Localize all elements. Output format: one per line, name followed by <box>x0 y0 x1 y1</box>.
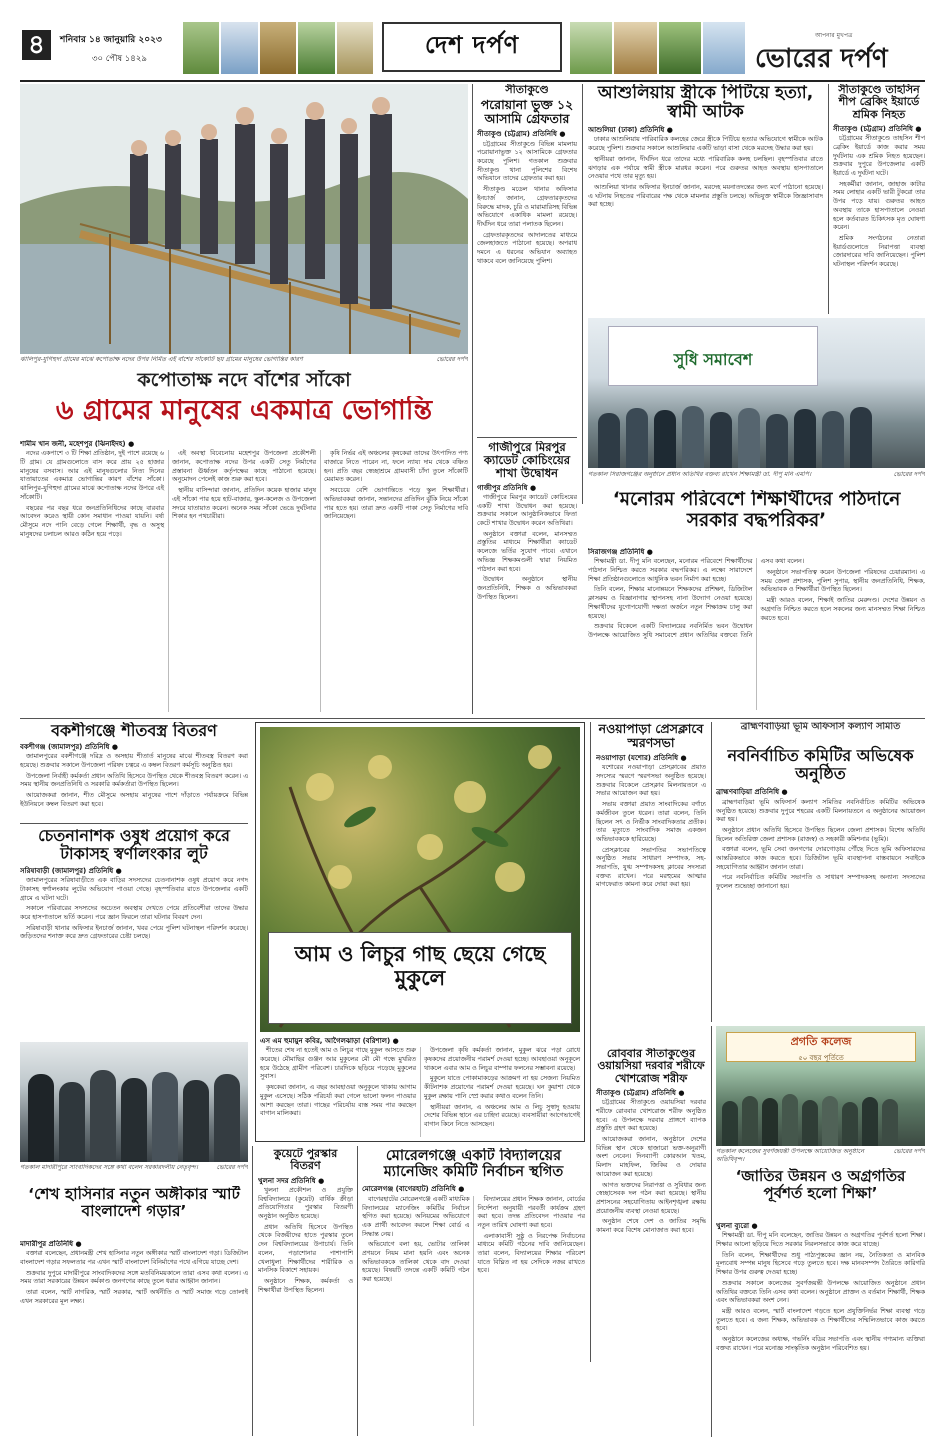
gazipur-paragraph: গাজীপুরে মিরপুর ক্যাডেট কোচিংয়ের একটি শাখা উদ্বোধন করা হয়েছে। শুক্রবার সকালে আনুষ্ঠানিকভাবে ফিতা কেটে শাখার উদ্বোধন করেন অতিথিরা। <box>477 494 577 528</box>
lead-photo-caption: ঝালিপুর-যুগিহুদা গ্রামের মাঝে কপোতাক্ষ নদের উপর নির্মিত এই বাঁশের সাঁকোটি ছয় গ্রামের মানুষের ভোগান্তির কারণ <box>20 356 303 363</box>
urs-story <box>596 1048 706 1437</box>
noapara-story <box>596 722 706 1042</box>
robbery-text <box>20 877 248 942</box>
lead-byline: শামীম খান জনী, মহেশপুর (ঝিনাইদহ) ● <box>20 440 135 448</box>
lead-photo-credit: ভোরের দর্পণ <box>436 356 468 363</box>
gazipur-story <box>477 441 577 716</box>
morelganj-text <box>362 1196 585 1426</box>
kuet-headline: কুয়েটে পুরস্কার বিতরণ <box>273 1148 338 1173</box>
arrest-headline: পরোয়ানা ভুক্ত ১২ আসামি গ্রেফতার <box>480 97 574 127</box>
ship-breaking-story <box>833 84 925 314</box>
arrest-paragraph: চট্টগ্রামের সীতাকুণ্ডে বিভিন্ন মামলায় পরোয়ানাভুক্ত ১২ আসামিকে গ্রেফতার করেছে পুলিশ। গতকাল শুক্রবার সীতাকুণ্ড থানা পুলিশের বিশেষ অভিযানে তাদের গ্রেফতার করা হয়। <box>477 140 577 183</box>
gazipur-byline: গাজীপুর প্রতিনিধি ● <box>477 483 537 492</box>
urs-text <box>596 1099 706 1235</box>
column-divider <box>252 1146 253 1436</box>
brahmanbaria-text <box>716 799 925 892</box>
ashulia-paragraph: স্থানীয়রা জানান, দীর্ঘদিন ধরে তাদের মধ্যে পারিবারিক কলহ চলছিল। বৃহস্পতিবার রাতে ঝগড়ার এক পর্যায়ে স্বামী স্ত্রীকে মারধর করেন। পরে গুরুতর আহত অবস্থায় হাসপাতালে নেওয়ার পথে তার মৃত্যু হয়। <box>588 155 823 181</box>
mango-story-box <box>255 722 585 1142</box>
college-text <box>716 1232 925 1353</box>
education-text <box>588 558 925 710</box>
header-photo-strip <box>183 22 373 74</box>
bamboo-bridge-illustration <box>20 84 468 354</box>
lead-kicker: কপোতাক্ষ নদে বাঁশের সাঁকো <box>137 370 351 391</box>
kuet-story <box>258 1148 353 1437</box>
bakshiganj-paragraph: উপজেলা নির্বাহী কর্মকর্তা প্রধান অতিথি হিসেবে উপস্থিত থেকে শীতবস্ত্র বিতরণ করেন। এ সময় স্থানীয় জনপ্রতিনিধি ও সরকারি কর্মকর্তারা উপস্থিত ছিলেন। <box>20 772 248 789</box>
lead-headline: ৬ গ্রামের মানুষের একমাত্র ভোগান্তি <box>55 396 433 426</box>
morelganj-headline: মোরেলগঞ্জে একটি বিদ্যালয়ের ম্যানেজিং কমিটি নির্বাচন স্থগিত <box>383 1148 564 1181</box>
college-paragraph: শুক্রবার সকালে কলেজের সুবর্ণজয়ন্তী উপলক্ষে আয়োজিত অনুষ্ঠানে প্রধান অতিথির বক্তব্যে তিনি এসব কথা বলেন। অনুষ্ঠানে প্রাক্তন ও বর্তমান শিক্ষার্থী, শিক্ষক এবং অভিভাবকরা অংশ নেন। <box>716 1279 925 1305</box>
smart-paragraph: তারা বলেন, স্মার্ট নাগরিক, স্মার্ট সরকার, স্মার্ট অর্থনীতি ও স্মার্ট সমাজ গড়ে তোলাই এখন সরকারের মূল লক্ষ্য। <box>20 1289 248 1305</box>
ashulia-story <box>588 84 823 314</box>
morelganj-paragraph: এলাকাবাসী সুষ্ঠু ও নিরপেক্ষ নির্বাচনের মাধ্যমে কমিটি গঠনের দাবি জানিয়েছেন। তারা বলেন, বিদ্যালয়ের শিক্ষার পরিবেশ যাতে বিঘ্নিত না হয় সেদিকে নজর রাখতে হবে। <box>477 1232 585 1275</box>
bakshiganj-byline: বকশীগঞ্জ (জামালপুর) প্রতিনিধি ● <box>20 742 118 751</box>
paper-tagline: আপনার মুখপত্র <box>815 32 853 39</box>
smart-headline: ‘শেখ হাসিনার নতুন অঙ্গীকার স্মার্ট বাংলাদেশ গড়ার’ <box>28 1186 240 1221</box>
bakshiganj-story <box>20 722 248 820</box>
gazipur-text <box>477 494 577 602</box>
kuet-paragraph: অনুষ্ঠানে শিক্ষক, কর্মকর্তা ও শিক্ষার্থীরা উপস্থিত ছিলেন। <box>258 1277 353 1294</box>
arrest-kicker: সীতাকুণ্ডে <box>505 84 549 96</box>
education-headline: ‘মনোরম পরিবেশে শিক্ষার্থীদের পাঠদানে সরকার বদ্ধপরিকর’ <box>612 490 901 531</box>
press-photo <box>20 1042 248 1162</box>
section-title: দেশ দর্পণ <box>424 31 520 59</box>
arrest-byline: সীতাকুণ্ড (চট্টগ্রাম) প্রতিনিধি ● <box>477 130 566 139</box>
press-photo-caption: গতকাল মাদারীপুরে সাংবাদিকদের সঙ্গে কথা বলেন সরকারদলীয় নেতৃবৃন্দ। <box>20 1164 198 1171</box>
mango-paragraph: স্থানীয়রা জানান, এ অঞ্চলের আম ও লিচু সুস্বাদু হওয়ায় দেশের বিভিন্ন স্থানে এর চাহিদা রয়েছে। ব্যবসায়ীরা আগেভাগেই বাগান কিনে নিতে আসছেন। <box>424 1103 580 1128</box>
education-body <box>588 548 925 713</box>
ship-paragraph: শ্রমিক সংগঠনের নেতারা ইয়ার্ডগুলোতে নিরাপত্তা ব্যবস্থা জোরদারের দাবি জানিয়েছেন। পুলিশ ঘটনাস্থল পরিদর্শন করেছে। <box>833 234 925 268</box>
lead-paragraph: নদের একপাশে ৩ টি শিক্ষা প্রতিষ্ঠান, দুই পাশে রয়েছে ৬ টি গ্রাম। যে গ্রামগুলোতে বাস করে প্রায় ২৫ হাজার মানুষের বসবাস। আর এই মানুষগুলোর নিত্য দিনের যাতায়াতের একমাত্র ভোগান্তির কারণ বাঁশের সাঁকো। ঝালিপুর-যুগিহুদা গ্রামের মাঝে কপোতাক্ষ নদের উপরে এই সাঁকোটি। <box>20 450 164 501</box>
college-paragraph: শিক্ষামন্ত্রী ডা. দীপু মনি বলেছেন, জাতির উন্নয়ন ও অগ্রগতির পূর্বশর্ত হলো শিক্ষা। শিক্ষার আলো ছড়িয়ে দিতে সরকার নিরলসভাবে কাজ করে যাচ্ছে। <box>716 1232 925 1249</box>
lead-paragraph: এই অবস্থা বিবেচনায় মহেশপুর উপজেলা প্রকৌশলী জানান, কপোতাক্ষ নদের উপর একটি সেতু নির্মাণের প্রস্তাবনা ঊর্ধ্বতন কর্তৃপক্ষের কাছে পাঠানো হয়েছে। অনুমোদন পেলেই কাজ শুরু করা হবে। <box>172 450 316 484</box>
morelganj-paragraph: বিদ্যালয়ের প্রধান শিক্ষক জানান, বোর্ডের নির্দেশনা অনুযায়ী পরবর্তী কার্যক্রম গ্রহণ করা হবে। তদন্ত প্রতিবেদন পাওয়ার পর নতুন তারিখ ঘোষণা করা হবে। <box>477 1195 585 1229</box>
smart-paragraph: বক্তারা বলেছেন, প্রধানমন্ত্রী শেখ হাসিনার নতুন অঙ্গীকার স্মার্ট বাংলাদেশ গড়া। ডিজিটাল বাংলাদেশ গড়ার সফলতার পর এখন স্মার্ট বাংলাদেশ বিনির্মাণের পথে এগিয়ে যাচ্ছে দেশ। <box>20 1250 248 1267</box>
college-photo <box>716 1026 925 1146</box>
mango-paragraph: কৃষকেরা জানান, এ বছর আবহাওয়া অনুকূলে থাকায় আগাম মুকুল এসেছে। সঠিক পরিচর্যা করা গেলে ভালো ফলন পাওয়ার আশা করছেন তারা। গাছের পরিচর্যায় ব্যস্ত সময় পার করছেন বাগান মালিকরা। <box>260 1084 416 1118</box>
bangla-date: ৩০ পৌষ ১৪২৯ <box>92 54 147 64</box>
college-byline: খুলনা ব্যুরো ● <box>716 1222 758 1230</box>
arrest-paragraph: গ্রেফতারকৃতদের আদালতের মাধ্যমে জেলহাজতে পাঠানো হয়েছে। অপরাধ দমনে এ ধরনের অভিযান অব্যাহত থাকবে বলে জানিয়েছে পুলিশ। <box>477 231 577 265</box>
lead-text <box>20 450 468 712</box>
ship-headline: সীতাকুণ্ডে তাহসিন শীপ ব্রেকিং ইয়ার্ডে শ্রমিক নিহত <box>838 84 920 121</box>
college-banner-title: প্রগতি কলেজ <box>790 1035 852 1048</box>
mango-headline: আম ও লিচুর গাছ ছেয়ে গেছে মুকুলে <box>268 932 572 1024</box>
college-headline: ‘জাতির উন্নয়ন ও অগ্রগতির পূর্বশর্ত হলো শিক্ষা’ <box>735 1168 906 1202</box>
lead-photo <box>20 84 468 354</box>
bakshiganj-paragraph: জামালপুরের বকশীগঞ্জে দরিদ্র ও অসহায় শীতার্ত মানুষের মাঝে শীতবস্ত্র বিতরণ করা হয়েছে। শুক্রবার সকালে উপজেলা পরিষদ চত্বরে এ কম্বল বিতরণ কর্মসূচি অনুষ্ঠিত হয়। <box>20 753 248 769</box>
bakshiganj-headline: বকশীগঞ্জে শীতবস্ত্র বিতরণ <box>51 722 217 740</box>
gazipur-paragraph: অনুষ্ঠানে বক্তারা বলেন, মানসম্মত প্রস্তুতির মাধ্যমে শিক্ষার্থীরা ক্যাডেট কলেজে ভর্তির সুযোগ পাবে। এখানে অভিজ্ঞ শিক্ষকমণ্ডলী দ্বারা নিয়মিত পাঠদান করা হবে। <box>477 530 577 573</box>
education-byline: সিরাজগঞ্জ প্রতিনিধি ● <box>588 548 653 556</box>
brahmanbaria-byline: ব্রাহ্মণবাড়িয়া প্রতিনিধি ● <box>716 788 788 797</box>
ship-byline: সীতাকুণ্ড (চট্টগ্রাম) প্রতিনিধি ● <box>833 124 922 133</box>
urs-paragraph: চট্টগ্রামের সীতাকুণ্ডে ওয়ায়সিয়া দরবার শরীফে রোববার খোশরোজ শরীফ অনুষ্ঠিত হবে। এ উপলক্ষে দরবার প্রাঙ্গণে ব্যাপক প্রস্তুতি গ্রহণ করা হয়েছে। <box>596 1099 706 1133</box>
lead-paragraph: বছরের পর বছর ধরে জনপ্রতিনিধিদের কাছে বারবার আবেদন করেও স্থায়ী কোন সমাধান পাওয়া যায়নি। বর্ষা মৌসুমে নদে পানি বেড়ে গেলে শিক্ষার্থী, বৃদ্ধ ও অসুস্থ মানুষদের চলাচল আরও কঠিন হয়ে পড়ে। <box>20 504 164 538</box>
brahmanbaria-paragraph: পরে নবনির্বাচিত কমিটির সভাপতি ও সাধারণ সম্পাদকসহ অন্যান্য সদস্যদের ফুলেল শুভেচ্ছা জানানো হয়। <box>716 874 925 891</box>
gazipur-paragraph: উদ্বোধন অনুষ্ঠানে স্থানীয় জনপ্রতিনিধি, শিক্ষক ও অভিভাবকরা উপস্থিত ছিলেন। <box>477 576 577 601</box>
morelganj-paragraph: বাগেরহাটের মোরেলগঞ্জে একটি মাধ্যমিক বিদ্যালয়ের ম্যানেজিং কমিটির নির্বাচন স্থগিত করা হয়েছে। অনিয়মের অভিযোগে এক প্রার্থী আবেদন করলে শিক্ষা বোর্ড এ সিদ্ধান্ত নেয়। <box>362 1195 470 1238</box>
brahmanbaria-headline: নবনির্বাচিত কমিটির অভিষেক অনুষ্ঠিত <box>727 745 914 783</box>
college-banner <box>726 1032 916 1062</box>
sitakunda-arrest-story <box>477 84 577 434</box>
kuet-paragraph: খুলনা প্রকৌশল ও প্রযুক্তি বিশ্ববিদ্যালয়ে (কুয়েট) বার্ষিক ক্রীড়া প্রতিযোগিতার পুরস্কার বিতরণী অনুষ্ঠান অনুষ্ঠিত হয়েছে। <box>258 1187 353 1221</box>
noapara-paragraph: যশোরের নওয়াপাড়া প্রেসক্লাবের প্রয়াত সদস্যের স্মরণে স্মরণসভা অনুষ্ঠিত হয়েছে। শুক্রবার বিকেলে প্রেসক্লাব মিলনায়তনে এ সভার আয়োজন করা হয়। <box>596 764 706 798</box>
kuet-text <box>258 1187 353 1295</box>
arrest-paragraph: সীতাকুণ্ড মডেল থানার অফিসার ইনচার্জ জানান, গ্রেফতারকৃতদের বিরুদ্ধে মাদক, চুরি ও মারামারিসহ বিভিন্ন অভিযোগে একাধিক মামলা রয়েছে। দীর্ঘদিন ধরে তারা পলাতক ছিলেন। <box>477 186 577 228</box>
smart-byline: মাদারীপুর প্রতিনিধি ● <box>20 1240 82 1248</box>
brahmanbaria-story <box>716 722 925 1022</box>
robbery-byline: সরিষাবাড়ী (জামালপুর) প্রতিনিধি ● <box>20 866 122 875</box>
seminar-photo-credit: ভোরের দর্পণ <box>893 471 925 478</box>
header-divider <box>20 80 925 82</box>
story-divider <box>20 823 248 824</box>
college-paragraph: মন্ত্রী আরও বলেন, স্মার্ট বাংলাদেশ গড়তে হলে প্রযুক্তিনির্ভর শিক্ষা ব্যবস্থা গড়ে তুলতে হবে। এ জন্য শিক্ষক, অভিভাবক ও শিক্ষার্থীদের সম্মিলিতভাবে কাজ করতে হবে। <box>716 1307 925 1333</box>
ship-paragraph: সহকর্মীরা জানান, জাহাজ কাটার সময় লোহার একটি ভারী টুকরো তার উপর পড়ে যায়। গুরুতর আহত অবস্থায় তাকে হাসপাতালে নেওয়া হলে কর্তব্যরত চিকিৎসক মৃত ঘোষণা করেন। <box>833 180 925 232</box>
mango-photo <box>260 727 580 1032</box>
page-number: ৪ <box>22 30 51 60</box>
section-title-box <box>382 22 562 72</box>
column-divider <box>472 84 473 714</box>
robbery-headline: চেতনানাশক ওষুধ প্রয়োগ করে টাকাসহ স্বর্ণালংকার লুট <box>38 827 230 863</box>
brahmanbaria-paragraph: অনুষ্ঠানে প্রধান অতিথি হিসেবে উপস্থিত ছিলেন জেলা প্রশাসক। বিশেষ অতিথি ছিলেন অতিরিক্ত জেলা প্রশাসক (রাজস্ব) ও সহকারী কমিশনার (ভূমি)। <box>716 826 925 843</box>
column-divider <box>357 1146 358 1436</box>
morelganj-paragraph: অভিযোগে বলা হয়, ভোটার তালিকা প্রণয়নে নিয়ম মানা হয়নি এবং অনেক অভিভাবককে তালিকা থেকে বাদ দেওয়া হয়েছে। বিষয়টি তদন্তে একটি কমিটি গঠন করা হয়েছে। <box>362 1241 470 1284</box>
college-photo-caption: গতকাল কলেজের সুবর্ণজয়ন্তী উপলক্ষে আয়োজিত অনুষ্ঠানে অতিথিবৃন্দ। <box>716 1148 864 1164</box>
noapara-headline: নওয়াপাড়া প্রেসক্লাবে স্মরণসভা <box>598 722 704 750</box>
urs-paragraph: আগত ভক্তদের নিরাপত্তা ও সুবিধার জন্য স্বেচ্ছাসেবক দল গঠন করা হয়েছে। স্থানীয় প্রশাসনের সহযোগিতায় আইনশৃঙ্খলা রক্ষায় প্রয়োজনীয় ব্যবস্থা নেওয়া হয়েছে। <box>596 1181 706 1215</box>
ashulia-paragraph: আশুলিয়া থানার অফিসার ইনচার্জ জানান, মরদেহ ময়নাতদন্তের জন্য মর্গে পাঠানো হয়েছে। এ ঘটনায় নিহতের পরিবারের পক্ষ থেকে মামলার প্রস্তুতি চলছে। অভিযুক্ত স্বামীকে জিজ্ঞাসাবাদ করা হচ্ছে। <box>588 183 823 209</box>
urs-paragraph: অনুষ্ঠান শেষে দেশ ও জাতির সমৃদ্ধি কামনা করে বিশেষ মোনাজাত করা হবে। <box>596 1218 706 1234</box>
paper-logo: ভোরের দর্পণ <box>755 44 888 74</box>
mango-paragraph: মুকুলে যাতে পোকামাকড়ের আক্রমণ না হয় সেজন্য নিয়মিত কীটনাশক প্রয়োগের পরামর্শ দেওয়া হয়েছে। ঘন কুয়াশা থেকে মুকুল রক্ষায় পানি স্প্রে করার কথাও বলেন তিনি। <box>424 1075 580 1100</box>
urs-byline: সীতাকুণ্ড (চট্টগ্রাম) প্রতিনিধি ● <box>596 1088 685 1097</box>
seminar-photo-caption: গতকাল সিরাজগঞ্জের অনুষ্ঠানে প্রধান অতিথির বক্তব্য রাখেন শিক্ষামন্ত্রী ডা. দীপু মনি এমপি। <box>588 471 812 478</box>
lead-paragraph: সবচেয়ে বেশি ভোগান্তিতে পড়ে স্কুল শিক্ষার্থীরা। অভিভাবকরা জানান, সন্তানদের প্রতিদিন ঝুঁকি নিয়ে সাঁকো পার হতে হয়। তারা দ্রুত একটি পাকা সেতু নির্মাণের দাবি জানিয়েছেন। <box>324 487 468 521</box>
column-divider <box>711 722 712 1022</box>
seminar-photo <box>588 318 925 468</box>
issue-date: শনিবার ১৪ জানুয়ারি ২০২৩ <box>60 35 162 45</box>
education-paragraph: শিক্ষামন্ত্রী ডা. দীপু মনি বলেছেন, মনোরম পরিবেশে শিক্ষার্থীদের পাঠদান নিশ্চিত করতে সরকার বদ্ধপরিকর। এ লক্ষ্যে সারাদেশে শিক্ষা প্রতিষ্ঠানগুলোতে আধুনিক ভবন নির্মাণ করা হচ্ছে। <box>588 558 753 583</box>
college-photo-credit: ভোরের দর্পণ <box>893 1148 925 1155</box>
column-divider <box>828 84 829 314</box>
education-paragraph: তিনি বলেন, শিক্ষার মানোন্নয়নে শিক্ষকদের প্রশিক্ষণ, ডিজিটাল ক্লাসরুম ও বিজ্ঞানাগার স্থাপনসহ নানা উদ্যোগ নেওয়া হয়েছে। শিক্ষার্থীদের যুগোপযোগী দক্ষতা অর্জনে নতুন শিক্ষাক্রম চালু করা হয়েছে। <box>588 586 753 620</box>
lead-paragraph: স্থানীয় বাসিন্দারা জানান, প্রতিদিন কয়েক হাজার মানুষ এই সাঁকো পার হয়ে হাট-বাজার, স্কুল-কলেজ ও উপজেলা সদরে যাতায়াত করেন। অনেক সময় সাঁকো ভেঙে দুর্ঘটনার শিকার হন পথচারীরা। <box>172 487 316 521</box>
seminar-banner-text: সুধি সমাবেশ <box>673 350 753 369</box>
story-divider <box>477 437 577 438</box>
mango-text <box>260 1047 580 1137</box>
smart-body <box>20 1240 248 1437</box>
seminar-banner <box>608 326 818 386</box>
education-paragraph: শুক্রবার বিকেলে একটি বিদ্যালয়ের নবনির্মিত ভবন উদ্বোধন উপলক্ষে আয়োজিত সুধি সমাবেশে প্রধান অতিথির বক্তব্যে তিনি এসব কথা বলেন। <box>588 558 805 639</box>
robbery-paragraph: সরিষাবাড়ী থানার অফিসার ইনচার্জ জানান, খবর পেয়ে পুলিশ ঘটনাস্থল পরিদর্শন করেছে। জড়িতদের শনাক্ত করে দ্রুত গ্রেফতারের চেষ্টা চলছে। <box>20 924 248 941</box>
robbery-paragraph: জামালপুরের সরিষাবাড়ীতে এক বাড়ির সদস্যদের চেতনানাশক ওষুধ প্রয়োগ করে নগদ টাকাসহ স্বর্ণালংকার লুটের অভিযোগ পাওয়া গেছে। বৃহস্পতিবার রাতে উপজেলার একটি গ্রামে এ ঘটনা ঘটে। <box>20 877 248 902</box>
noapara-paragraph: প্রেসক্লাবের সভাপতির সভাপতিত্বে অনুষ্ঠিত সভায় সাধারণ সম্পাদক, সহ-সভাপতি, যুগ্ম সম্পাদকসহ ক্লাবের সদস্যরা বক্তব্য রাখেন। পরে মরহুমের আত্মার মাগফেরাত কামনা করে দোয়া করা হয়। <box>596 846 706 889</box>
column-divider <box>590 722 591 1362</box>
college-banner-sub: ৫০ বছর পূর্তিতে <box>798 1054 844 1062</box>
urs-paragraph: আয়োজকরা জানান, অনুষ্ঠানে দেশের বিভিন্ন স্থান থেকে হাজারো ভক্ত-অনুরাগী অংশ নেবেন। দিনব্যাপী কোরআন খতম, মিলাদ মাহফিল, জিকির ও দোয়ার আয়োজন করা হয়েছে। <box>596 1136 706 1178</box>
education-paragraph: অনুষ্ঠানে সভাপতিত্ব করেন উপজেলা পরিষদের চেয়ারম্যান। এ সময় জেলা প্রশাসক, পুলিশ সুপার, স্থানীয় জনপ্রতিনিধি, শিক্ষক, অভিভাবক ও শিক্ষার্থীরা উপস্থিত ছিলেন। <box>760 569 925 594</box>
ship-text <box>833 135 925 269</box>
bakshiganj-text <box>20 753 248 809</box>
morelganj-byline: মোরেলগঞ্জ (বাগেরহাট) প্রতিনিধি ● <box>362 1185 465 1194</box>
robbery-paragraph: সকালে পরিবারের সদস্যদের অচেতন অবস্থায় দেখতে পেয়ে প্রতিবেশীরা তাদের উদ্ধার করে হাসপাতালে ভর্তি করেন। পরে জ্ঞান ফিরলে তারা ঘটনার বিবরণ দেন। <box>20 905 248 921</box>
ashulia-headline: আশুলিয়ায় স্ত্রীকে পিটিয়ে হত্যা, স্বামী আটক <box>597 84 814 123</box>
brahmanbaria-kicker: ব্রাহ্মণবাড়িয়া ভূমি অফিসার্স কল্যাণ সমিতি <box>740 722 901 732</box>
robbery-story <box>20 827 248 1037</box>
mango-paragraph: শীতের শেষ না হতেই আম ও লিচুর গাছে মুকুল আসতে শুরু করেছে। মৌমাছির গুঞ্জন আর মুকুলের মৌ মৌ গন্ধে মুখরিত হয়ে উঠেছে গ্রামীণ পরিবেশ। চারদিকে ছড়িয়ে পড়েছে মুকুলের সুবাস। <box>260 1047 416 1081</box>
education-paragraph: মন্ত্রী আরও বলেন, শিক্ষাই জাতির মেরুদণ্ড। দেশের উন্নয়ন ও অগ্রগতি নিশ্চিত করতে হলে সকলের জন্য মানসম্মত শিক্ষা নিশ্চিত করতে হবে। <box>760 597 925 622</box>
arrest-text <box>477 141 577 267</box>
college-paragraph: তিনি বলেন, শিক্ষার্থীদের শুধু পাঠ্যপুস্তকের জ্ঞান নয়, নৈতিকতা ও মানবিক মূল্যবোধ সম্পন্ন মানুষ হিসেবে গড়ে তুলতে হবে। দক্ষ মানবসম্পদ তৈরিতে কারিগরি শিক্ষার উপর গুরুত্ব দেওয়া হচ্ছে। <box>716 1251 925 1277</box>
noapara-paragraph: সভায় বক্তারা প্রয়াত সাংবাদিকের বর্ণাঢ্য কর্মজীবন তুলে ধরেন। তারা বলেন, তিনি ছিলেন সৎ ও নির্ভীক সাংবাদিকতার প্রতীক। তার মৃত্যুতে সাংবাদিক সমাজ একজন অভিভাবককে হারিয়েছে। <box>596 801 706 843</box>
ashulia-paragraph: ঢাকার আশুলিয়ায় পারিবারিক কলহের জেরে স্ত্রীকে পিটিয়ে হত্যার অভিযোগে স্বামীকে আটক করেছে পুলিশ। শুক্রবার সকালে আশুলিয়ার একটি ভাড়া বাসা থেকে মরদেহ উদ্ধার করা হয়। <box>588 136 823 153</box>
header-photo-strip-right <box>570 22 745 74</box>
smart-paragraph: শুক্রবার দুপুরে মাদারীপুরে সাংবাদিকদের সঙ্গে মতবিনিময়কালে তারা এসব কথা বলেন। এ সময় তারা সরকারের উন্নয়ন কর্মকাণ্ড জনগণের কাছে তুলে ধরার আহ্বান জানান। <box>20 1269 248 1286</box>
mango-paragraph: উপজেলা কৃষি কর্মকর্তা জানান, মুকুল ঝরে পড়া রোধে কৃষকদের প্রয়োজনীয় পরামর্শ দেওয়া হচ্ছে। আবহাওয়া অনুকূলে থাকলে এবার আম ও লিচুর বাম্পার ফলনের সম্ভাবনা রয়েছে। <box>424 1047 580 1072</box>
lead-paragraph: কৃষি নির্ভর এই অঞ্চলের কৃষকেরা তাদের উৎপাদিত পণ্য বাজারে নিতে পারেন না, ফলে ন্যায্য দাম থেকে বঞ্চিত হন। প্রতি বছর স্বেচ্ছাশ্রমে গ্রামবাসী চাঁদা তুলে সাঁকোটি মেরামত করেন। <box>324 450 468 484</box>
smart-text <box>20 1250 248 1306</box>
kuet-byline: খুলনা সদর প্রতিনিধি ● <box>258 1176 325 1185</box>
morelganj-story <box>362 1148 585 1437</box>
bakshiganj-paragraph: আয়োজকরা জানান, শীত মৌসুমে অসহায় মানুষের পাশে দাঁড়াতে পর্যায়ক্রমে বিভিন্ন ইউনিয়নে কম্বল বিতরণ করা হবে। <box>20 792 248 808</box>
press-photo-credit: ভোরের দর্পণ <box>216 1164 248 1171</box>
page-header <box>0 0 945 80</box>
gazipur-headline: গাজীপুরে মিরপুর ক্যাডেট কোচিংয়ের শাখা উদ্বোধন <box>483 441 571 480</box>
ashulia-byline: আশুলিয়া (ঢাকা) প্রতিনিধি ● <box>588 126 673 135</box>
college-paragraph: অনুষ্ঠানে কলেজের অধ্যক্ষ, গভর্নিং বডির সভাপতি এবং স্থানীয় গণ্যমান্য ব্যক্তিরা বক্তব্য রাখেন। পরে মনোজ্ঞ সাংস্কৃতিক অনুষ্ঠান পরিবেশিত হয়। <box>716 1335 925 1352</box>
noapara-byline: নওয়াপাড়া (যশোর) প্রতিনিধি ● <box>596 754 687 762</box>
college-body <box>716 1222 925 1437</box>
kuet-paragraph: প্রধান অতিথি হিসেবে উপস্থিত থেকে বিজয়ীদের হাতে পুরস্কার তুলে দেন বিশ্ববিদ্যালয়ের উপাচার্য। তিনি বলেন, পড়াশোনার পাশাপাশি খেলাধুলা শিক্ষার্থীদের শারীরিক ও মানসিক বিকাশে সহায়ক। <box>258 1223 353 1275</box>
column-divider <box>582 84 583 504</box>
urs-headline: রোববার সীতাকুণ্ডের ওয়ায়সিয়া দরবার শরীফে খোশরোজ শরীফ <box>597 1048 705 1085</box>
lead-body <box>20 440 468 715</box>
ship-paragraph: চট্টগ্রামের সীতাকুণ্ডে তাহসিন শীপ ব্রেকিং ইয়ার্ডে কাজ করার সময় দুর্ঘটনায় এক শ্রমিক নিহত হয়েছেন। শুক্রবার দুপুরে উপজেলার একটি ইয়ার্ডে এ দুর্ঘটনা ঘটে। <box>833 135 925 178</box>
brahmanbaria-paragraph: বক্তারা বলেন, ভূমি সেবা জনগণের দোরগোড়ায় পৌঁছে দিতে ভূমি অফিসারদের আন্তরিকভাবে কাজ করতে হবে। ডিজিটাল ভূমি ব্যবস্থাপনা বাস্তবায়নে সবাইকে সহযোগিতার আহ্বান জানান তারা। <box>716 846 925 871</box>
section-divider <box>20 718 925 719</box>
ashulia-text <box>588 136 823 210</box>
brahmanbaria-paragraph: ব্রাহ্মণবাড়িয়া ভূমি অফিসার্স কল্যাণ সমিতির নবনির্বাচিত কমিটির অভিষেক অনুষ্ঠিত হয়েছে। শুক্রবার দুপুরে শহরের একটি মিলনায়তনে এ অনুষ্ঠানের আয়োজন করা হয়। <box>716 798 925 824</box>
mango-byline: এস এম হুমায়ুন কবির, আগৈলঝাড়া (বরিশাল) ● <box>260 1037 399 1045</box>
noapara-text <box>596 764 706 890</box>
column-divider <box>711 1026 712 1437</box>
